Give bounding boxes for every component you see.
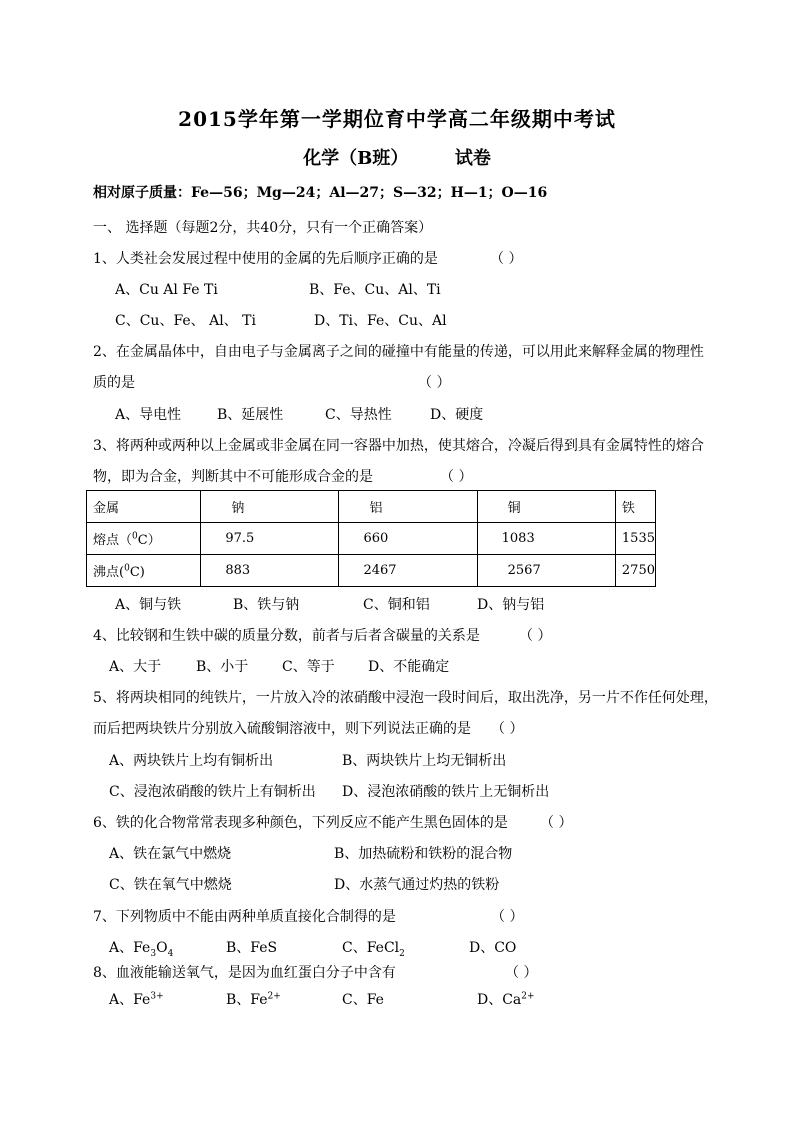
question-2-option-a: A、导电性 (115, 407, 182, 423)
question-5-stem-cont: 而后把两块铁片分别放入硫酸铜溶液中，则下列说法正确的是 (93, 721, 471, 737)
question-4-option-d: D、不能确定 (368, 659, 450, 675)
question-8-answer-paren: （ ） (505, 965, 538, 981)
table-cell: 1535 (615, 523, 655, 555)
question-1-option-d: D、Ti、Fe、Cu、Al (314, 313, 447, 329)
melting-point-label: 熔点（$^0$C） (87, 523, 201, 555)
question-5-stem: 5、将两块相同的纯铁片，一片放入冷的浓硝酸中浸泡一段时间后，取出洗净，另一片不作任何处理， (93, 690, 718, 706)
metal-properties-table (86, 490, 656, 587)
question-8-option-a: A、$Fe^{3+}$ (109, 991, 164, 1008)
question-4-stem: 4、比较钢和生铁中碳的质量分数，前者与后者含碳量的关系是 (93, 628, 480, 644)
table-header-cell: 钠 (201, 491, 339, 523)
table-row (87, 555, 656, 587)
question-3-stem-cont: 物，即为合金，判断其中不可能形成合金的是 (93, 469, 373, 485)
exam-title: 2015学年第一学期位育中学高二年级期中考试 (178, 107, 616, 131)
question-2-option-c: C、导热性 (325, 407, 392, 423)
question-5-option-b: B、两块铁片上均无铜析出 (342, 753, 507, 769)
section-heading: 一、 选择题（每题2分，共40分，只有一个正确答案） (93, 220, 433, 236)
question-2-stem: 2、在金属晶体中，自由电子与金属离子之间的碰撞中有能量的传递，可以用此来解释金属的物理性 (93, 344, 704, 360)
question-8-option-c: C、Fe (342, 992, 384, 1008)
question-1-stem: 1、人类社会发展过程中使用的金属的先后顺序正确的是 (93, 251, 438, 267)
question-2-option-d: D、硬度 (430, 407, 484, 423)
question-6-option-d: D、水蒸气通过灼热的铁粉 (334, 877, 500, 893)
question-4-option-a: A、大于 (109, 659, 162, 675)
question-2-option-b: B、延展性 (217, 407, 284, 423)
question-7-option-b: B、FeS (226, 940, 278, 956)
question-8-option-b: B、$Fe^{2+}$ (226, 991, 281, 1008)
question-5-option-a: A、两块铁片上均有铜析出 (109, 753, 274, 769)
table-cell: 883 (201, 555, 339, 587)
question-5-option-c: C、浸泡浓硝酸的铁片上有铜析出 (109, 784, 316, 800)
question-3-stem: 3、将两种或两种以上金属或非金属在同一容器中加热，使其熔合，冷凝后得到具有金属特性的熔合 (93, 438, 704, 454)
question-8-option-d: D、$Ca^{2+}$ (477, 991, 535, 1008)
question-7-option-a: A、$Fe_3O_4$ (109, 940, 174, 959)
question-1-answer-paren: （ ） (490, 251, 523, 267)
table-row (87, 491, 656, 523)
question-6-answer-paren: （ ） (540, 815, 573, 831)
question-6-option-b: B、加热硫粉和铁粉的混合物 (334, 846, 513, 862)
question-3-option-d: D、钠与铝 (477, 597, 545, 613)
question-6-option-a: A、铁在氯气中燃烧 (109, 846, 232, 862)
table-cell: 1083 (477, 523, 615, 555)
question-6-stem: 6、铁的化合物常常表现多种颜色，下列反应不能产生黑色固体的是 (93, 815, 508, 831)
table-header-cell: 铜 (477, 491, 615, 523)
table-cell: 660 (339, 523, 477, 555)
question-6-option-c: C、铁在氧气中燃烧 (109, 877, 232, 893)
question-1-option-b: B、Fe、Cu、Al、Ti (309, 282, 441, 298)
table-header-cell: 铁 (615, 491, 655, 523)
question-8-stem: 8、血液能输送氧气，是因为血红蛋白分子中含有 (93, 965, 396, 981)
table-header-cell: 铝 (339, 491, 477, 523)
subject-label: 化学（B班） (303, 148, 409, 169)
question-2-stem-cont: 质的是 (93, 375, 135, 391)
table-row (87, 523, 656, 555)
exam-subtitle (0, 144, 794, 170)
question-4-option-b: B、小于 (196, 659, 249, 675)
question-3-answer-paren: （ ） (440, 469, 473, 485)
question-7-stem: 7、下列物质中不能由两种单质直接化合制得的是 (93, 909, 396, 925)
table-cell: 2750 (615, 555, 655, 587)
table-cell: 2567 (477, 555, 615, 587)
question-3-option-b: B、铁与钠 (233, 597, 300, 613)
table-header-cell: 金属 (87, 491, 201, 523)
question-3-option-c: C、铜和铝 (363, 597, 430, 613)
question-4-option-c: C、等于 (282, 659, 335, 675)
question-1-option-c: C、Cu、Fe、 Al、 Ti (115, 313, 256, 329)
atomic-mass-line: 相对原子质量：Fe—56；Mg—24；Al—27；S—32；H—1；O—16 (93, 185, 548, 201)
table-cell: 97.5 (201, 523, 339, 555)
question-4-answer-paren: （ ） (519, 628, 552, 644)
boiling-point-label: 沸点($^0$C) (87, 555, 201, 587)
question-7-answer-paren: （ ） (491, 909, 524, 925)
paper-label: 试卷 (454, 148, 491, 169)
table-cell: 2467 (339, 555, 477, 587)
question-5-option-d: D、浸泡浓硝酸的铁片上无铜析出 (342, 784, 550, 800)
question-7-option-c: C、FeCl$_2$ (342, 940, 405, 959)
question-7-option-d: D、CO (469, 940, 517, 956)
question-5-answer-paren: （ ） (491, 721, 524, 737)
question-1-option-a: A、Cu Al Fe Ti (115, 282, 218, 298)
question-3-option-a: A、铜与铁 (115, 597, 182, 613)
question-2-answer-paren: （ ） (418, 375, 451, 391)
